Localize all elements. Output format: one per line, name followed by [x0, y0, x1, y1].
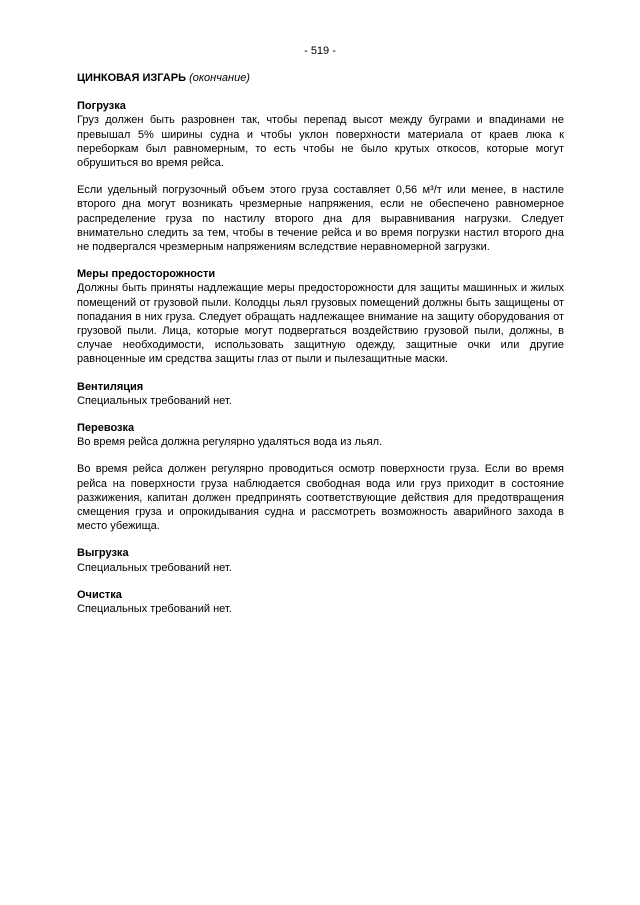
section-paragraph: Специальных требований нет. [77, 394, 232, 407]
section-paragraph: Специальных требований нет. [77, 603, 232, 616]
section-clean-up [77, 588, 564, 616]
document-title-main: ЦИНКОВАЯ ИЗГАРЬ [77, 72, 186, 84]
section-heading: Вентиляция [77, 380, 144, 393]
document-body [77, 71, 564, 629]
section-heading: Меры предосторожности [77, 268, 216, 281]
section-paragraph: Специальных требований нет. [77, 561, 232, 574]
section-paragraph: Во время рейса должна регулярно удаляться вода из льял. [77, 436, 383, 449]
page-number: - 519 - [304, 45, 336, 57]
section-heading: Выгрузка [77, 547, 129, 560]
section-precautions [77, 267, 564, 366]
section-paragraph: Должны быть приняты надлежащие меры предосторожности для защиты машинных и жилых помещений от грузовой пыли. Колодцы льял грузовых помещений должны быть защищены от попадания в них груза. Следует обращать надлежащее внимание на защиту оборудования от грузовой пыли. Лица, которые могут подвергаться воздействию грузовой пыли, должны, в случае необходимости, использовать защитную одежду, защитные очки или другие равноценные им средства защиты глаз от пыли и пылезащитные маски. [77, 282, 564, 366]
section-discharge [77, 546, 564, 574]
section-paragraph: Во время рейса должен регулярно проводиться осмотр поверхности груза. Если во время рейса на поверхности груза наблюдается свободная вода или груз приходит в состояние разжижения, капитан должен предпринять соответствующие действия для предотвращения смещения груза и опрокидывания судна и рассмотреть возможность аварийного захода в место убежища. [77, 463, 564, 533]
section-heading: Погрузка [77, 100, 126, 113]
section-heading: Перевозка [77, 422, 135, 435]
document-title [77, 71, 564, 85]
section-paragraph: Если удельный погрузочный объем этого груза составляет 0,56 м³/т или менее, в настиле второго дна могут возникать чрезмерные напряжения, если не обеспечено равномерное распределение груза по настилу второго дна для выравнивания нагрузки. Следует внимательно следить за тем, чтобы в течение рейса и во время погрузки настил второго дна не подвергался чрезмерным напряжениям вследствие неравномерной загрузки. [77, 184, 564, 254]
section-carriage [77, 421, 564, 533]
document-title-subtitle: (окончание) [189, 72, 250, 84]
section-paragraph: Груз должен быть разровнен так, чтобы перепад высот между буграми и впадинами не превышал 5% ширины судна и чтобы уклон поверхности материала от краев люка к переборкам был равномерным, то есть чтобы не было крутых откосов, которые могут обрушиться во время рейса. [77, 114, 564, 170]
section-ventilation [77, 380, 564, 408]
section-loading [77, 99, 564, 254]
section-heading: Очистка [77, 588, 122, 601]
